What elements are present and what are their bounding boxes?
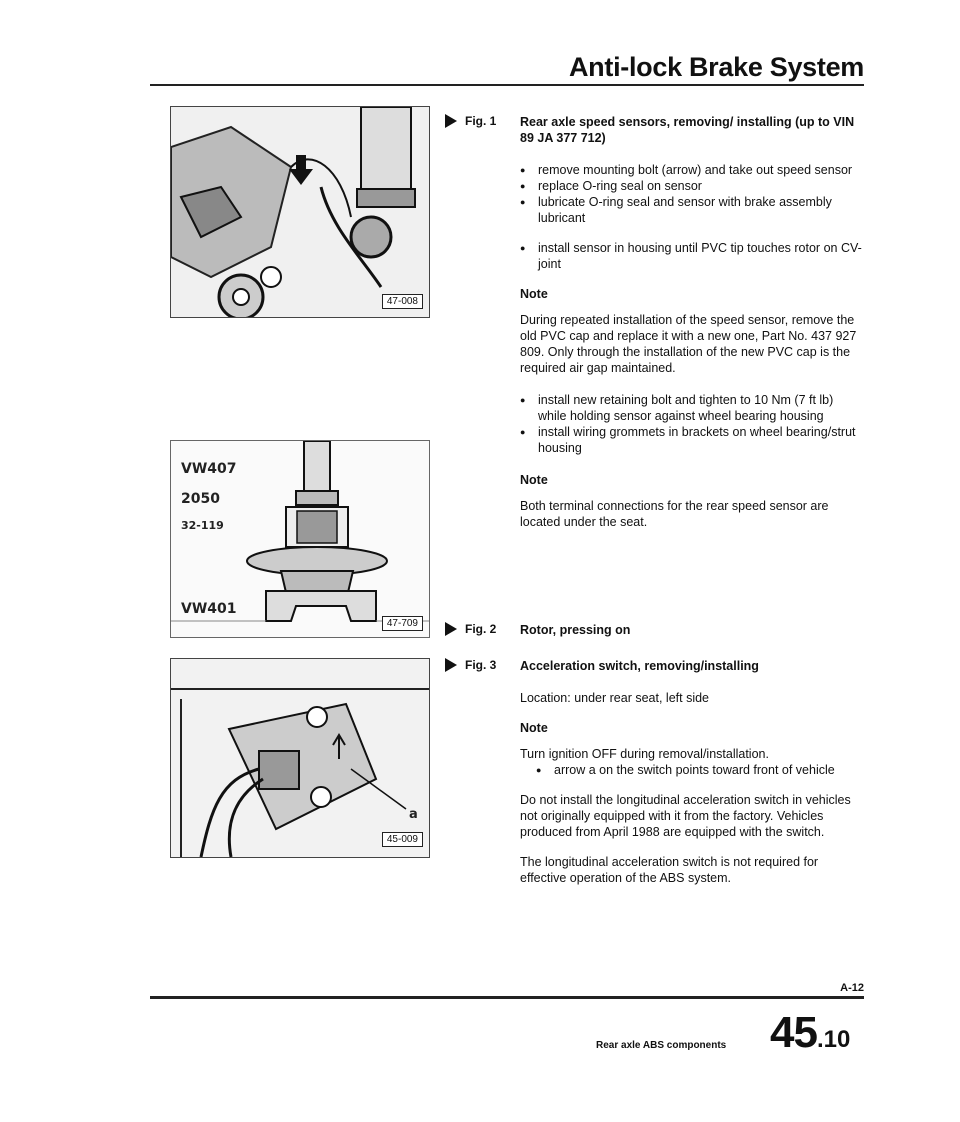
list-item: ● install wiring grommets in brackets on wheel bearing/strut housing bbox=[520, 424, 865, 456]
note-heading: Note bbox=[520, 287, 548, 301]
note-text: During repeated installation of the speed sensor, remove the old PVC cap and replace it with a new one, Part No. 437 927 809. Only through the installation of the new PVC cap is the required air gap maintained. bbox=[520, 313, 857, 375]
figure-3-illustration bbox=[171, 659, 429, 857]
tool-label-vw401: VW401 bbox=[181, 601, 237, 617]
list-item: ● lubricate O-ring seal and sensor with brake assembly lubricant bbox=[520, 194, 865, 226]
section-2 bbox=[520, 622, 865, 638]
pointer-arrow-icon bbox=[445, 114, 457, 128]
footer-section-number bbox=[770, 1008, 850, 1058]
figure-3-label: 45-009 bbox=[382, 832, 423, 847]
section-3-heading: Acceleration switch, removing/installing bbox=[520, 659, 759, 673]
footer-number-main: 45 bbox=[770, 1008, 817, 1057]
footer-section-name: Rear axle ABS components bbox=[596, 1040, 727, 1051]
page-number: A-12 bbox=[840, 982, 864, 994]
figure-1-illustration bbox=[171, 107, 429, 317]
note-text: Both terminal connections for the rear speed sensor are located under the seat. bbox=[520, 499, 829, 529]
paragraph: The longitudinal acceleration switch is not required for effective operation of the ABS system. bbox=[520, 855, 819, 885]
tool-label-32-119: 32-119 bbox=[181, 519, 224, 532]
footer-rule bbox=[150, 996, 864, 999]
pointer-arrow-icon bbox=[445, 622, 457, 636]
section-1 bbox=[520, 114, 865, 530]
note-text: Turn ignition OFF during removal/installation. bbox=[520, 747, 769, 761]
note-heading: Note bbox=[520, 721, 548, 735]
figure-3-image bbox=[170, 658, 430, 858]
list-item: ● replace O-ring seal on sensor bbox=[520, 178, 865, 194]
figure-2-ref: Fig. 2 bbox=[445, 622, 496, 636]
figure-1-image bbox=[170, 106, 430, 318]
note-heading: Note bbox=[520, 473, 548, 487]
section-2-heading: Rotor, pressing on bbox=[520, 623, 631, 637]
section-1-heading: Rear axle speed sensors, removing/ installing (up to VIN 89 JA 377 712) bbox=[520, 115, 855, 145]
figure-3-ref: Fig. 3 bbox=[445, 658, 496, 672]
header-rule bbox=[150, 84, 864, 86]
figure-2-image bbox=[170, 440, 430, 638]
pointer-arrow-icon bbox=[445, 658, 457, 672]
figure-3-callout: a bbox=[409, 807, 418, 822]
page-title: Anti-lock Brake System bbox=[568, 52, 864, 82]
section-3 bbox=[520, 658, 865, 886]
figure-2-label: 47-709 bbox=[382, 616, 423, 631]
tool-label-2050: 2050 bbox=[181, 491, 220, 507]
list-item: ● install sensor in housing until PVC tip touches rotor on CV-joint bbox=[520, 240, 865, 272]
footer-number-sub: .10 bbox=[816, 1026, 851, 1053]
paragraph: Do not install the longitudinal acceleration switch in vehicles not originally equipped with it from the factory. Vehicles produced from April 1988 are equipped with the switch. bbox=[520, 793, 851, 839]
list-item: ● install new retaining bolt and tighten to 10 Nm (7 ft lb) while holding sensor against wheel bearing housing bbox=[520, 392, 865, 424]
location-text: Location: under rear seat, left side bbox=[520, 691, 710, 705]
list-item: ● arrow a on the switch points toward front of vehicle bbox=[536, 762, 865, 778]
figure-1-label: 47-008 bbox=[382, 294, 423, 309]
list-item: ● remove mounting bolt (arrow) and take out speed sensor bbox=[520, 162, 865, 178]
tool-label-vw407: VW407 bbox=[181, 461, 237, 477]
figure-1-ref: Fig. 1 bbox=[445, 114, 496, 128]
